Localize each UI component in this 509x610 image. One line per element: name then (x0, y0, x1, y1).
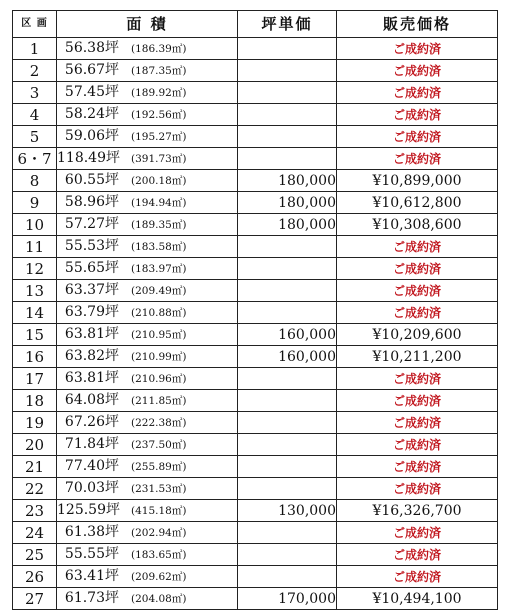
table-row (13, 588, 498, 610)
table-row (13, 412, 498, 434)
lot-number: 27 (13, 588, 57, 610)
sold-status: ご成約済 (337, 434, 498, 456)
area-tsubo: 71.84坪 (64, 436, 119, 452)
area-square-meters: (255.89㎡) (131, 461, 187, 473)
area-cell (57, 82, 238, 104)
area-square-meters: (186.39㎡) (131, 43, 187, 55)
area-tsubo: 63.41坪 (64, 568, 119, 584)
lot-number: 11 (13, 236, 57, 258)
unit-price (238, 60, 337, 82)
table-row (13, 192, 498, 214)
area-cell (57, 346, 238, 368)
sold-status: ご成約済 (337, 368, 498, 390)
area-tsubo: 63.82坪 (64, 348, 119, 364)
area-tsubo: 58.24坪 (64, 106, 119, 122)
unit-price (238, 434, 337, 456)
area-cell (57, 258, 238, 280)
area-square-meters: (415.18㎡) (131, 505, 187, 517)
area-tsubo: 77.40坪 (64, 458, 119, 474)
area-tsubo: 56.67坪 (64, 62, 119, 78)
unit-price: 160,000 (238, 324, 337, 346)
table-row (13, 170, 498, 192)
sale-price: ¥16,326,700 (337, 500, 498, 522)
unit-price (238, 302, 337, 324)
area-square-meters: (210.99㎡) (131, 351, 187, 363)
unit-price (238, 412, 337, 434)
price-list (12, 10, 498, 610)
table-row (13, 566, 498, 588)
table-row (13, 280, 498, 302)
area-cell (57, 126, 238, 148)
area-square-meters: (200.18㎡) (131, 175, 187, 187)
unit-price (238, 82, 337, 104)
lot-number: 25 (13, 544, 57, 566)
sold-status: ご成約済 (337, 236, 498, 258)
unit-price: 180,000 (238, 214, 337, 236)
table-row (13, 214, 498, 236)
sale-price: ¥10,612,800 (337, 192, 498, 214)
area-square-meters: (211.85㎡) (131, 395, 187, 407)
unit-price (238, 368, 337, 390)
sold-status: ご成約済 (337, 566, 498, 588)
area-cell (57, 324, 238, 346)
table-header-row (13, 11, 498, 38)
lot-number: 24 (13, 522, 57, 544)
unit-price (238, 126, 337, 148)
sale-price: ¥10,308,600 (337, 214, 498, 236)
unit-price (238, 104, 337, 126)
sold-status: ご成約済 (337, 148, 498, 170)
lot-number: 5 (13, 126, 57, 148)
area-tsubo: 63.37坪 (64, 282, 119, 298)
lot-number: 3 (13, 82, 57, 104)
area-tsubo: 56.38坪 (64, 40, 119, 56)
area-cell (57, 192, 238, 214)
area-cell (57, 148, 238, 170)
area-tsubo: 55.53坪 (64, 238, 119, 254)
unit-price: 160,000 (238, 346, 337, 368)
area-cell (57, 280, 238, 302)
sale-price: ¥10,494,100 (337, 588, 498, 610)
area-tsubo: 58.96坪 (64, 194, 119, 210)
sold-status: ご成約済 (337, 544, 498, 566)
area-square-meters: (237.50㎡) (131, 439, 187, 451)
area-cell (57, 236, 238, 258)
table-row (13, 104, 498, 126)
header-area: 面 積 (57, 11, 238, 38)
sold-status: ご成約済 (337, 280, 498, 302)
area-cell (57, 500, 238, 522)
area-cell (57, 566, 238, 588)
unit-price: 180,000 (238, 192, 337, 214)
area-tsubo: 55.65坪 (64, 260, 119, 276)
area-square-meters: (210.88㎡) (131, 307, 187, 319)
area-tsubo: 57.27坪 (64, 216, 119, 232)
unit-price (238, 478, 337, 500)
area-cell (57, 478, 238, 500)
area-square-meters: (189.35㎡) (131, 219, 187, 231)
table-body (13, 38, 498, 610)
unit-price (238, 258, 337, 280)
unit-price (238, 522, 337, 544)
lot-number: 14 (13, 302, 57, 324)
area-cell (57, 456, 238, 478)
sold-status: ご成約済 (337, 456, 498, 478)
sold-status: ご成約済 (337, 126, 498, 148)
area-square-meters: (195.27㎡) (131, 131, 187, 143)
area-tsubo: 64.08坪 (64, 392, 119, 408)
area-tsubo: 125.59坪 (57, 502, 120, 518)
table-row (13, 38, 498, 60)
lot-number: 2 (13, 60, 57, 82)
table-row (13, 434, 498, 456)
area-cell (57, 390, 238, 412)
area-square-meters: (204.08㎡) (131, 593, 187, 605)
area-cell (57, 434, 238, 456)
sold-status: ご成約済 (337, 522, 498, 544)
lot-number: 18 (13, 390, 57, 412)
sale-price: ¥10,899,000 (337, 170, 498, 192)
area-cell (57, 60, 238, 82)
table-row (13, 60, 498, 82)
lot-number: 13 (13, 280, 57, 302)
lot-number: 21 (13, 456, 57, 478)
area-square-meters: (192.56㎡) (131, 109, 187, 121)
unit-price (238, 566, 337, 588)
area-square-meters: (194.94㎡) (131, 197, 187, 209)
lot-number: 23 (13, 500, 57, 522)
sold-status: ご成約済 (337, 390, 498, 412)
area-tsubo: 67.26坪 (64, 414, 119, 430)
area-tsubo: 70.03坪 (64, 480, 119, 496)
header-unit-price: 坪単価 (238, 11, 337, 38)
header-lot: 区 画 (13, 11, 57, 38)
area-square-meters: (183.58㎡) (131, 241, 187, 253)
area-square-meters: (210.95㎡) (131, 329, 187, 341)
area-cell (57, 544, 238, 566)
area-square-meters: (189.92㎡) (131, 87, 187, 99)
table-row (13, 148, 498, 170)
sold-status: ご成約済 (337, 38, 498, 60)
lot-number: 9 (13, 192, 57, 214)
area-tsubo: 60.55坪 (64, 172, 119, 188)
table-row (13, 368, 498, 390)
table-row (13, 478, 498, 500)
area-cell (57, 214, 238, 236)
unit-price (238, 390, 337, 412)
unit-price (238, 38, 337, 60)
sold-status: ご成約済 (337, 258, 498, 280)
lot-number: 19 (13, 412, 57, 434)
area-tsubo: 61.38坪 (64, 524, 119, 540)
area-tsubo: 61.73坪 (64, 590, 119, 606)
table-row (13, 302, 498, 324)
table-row (13, 390, 498, 412)
area-cell (57, 302, 238, 324)
lot-number: 1 (13, 38, 57, 60)
area-square-meters: (209.62㎡) (131, 571, 187, 583)
area-tsubo: 63.79坪 (64, 304, 119, 320)
table-row (13, 126, 498, 148)
lot-number: 16 (13, 346, 57, 368)
sold-status: ご成約済 (337, 478, 498, 500)
table-row (13, 500, 498, 522)
unit-price: 170,000 (238, 588, 337, 610)
area-cell (57, 588, 238, 610)
unit-price (238, 456, 337, 478)
unit-price (238, 544, 337, 566)
table-row (13, 324, 498, 346)
unit-price: 130,000 (238, 500, 337, 522)
lot-number: 26 (13, 566, 57, 588)
area-tsubo: 55.55坪 (64, 546, 119, 562)
unit-price (238, 280, 337, 302)
area-tsubo: 118.49坪 (57, 150, 120, 166)
sale-price: ¥10,211,200 (337, 346, 498, 368)
area-square-meters: (210.96㎡) (131, 373, 187, 385)
lot-number: 10 (13, 214, 57, 236)
table-row (13, 82, 498, 104)
area-cell (57, 104, 238, 126)
sale-price: ¥10,209,600 (337, 324, 498, 346)
area-square-meters: (183.97㎡) (131, 263, 187, 275)
table-row (13, 544, 498, 566)
area-tsubo: 59.06坪 (64, 128, 119, 144)
unit-price (238, 236, 337, 258)
area-square-meters: (391.73㎡) (131, 153, 187, 165)
lot-number: 15 (13, 324, 57, 346)
lot-number: 17 (13, 368, 57, 390)
area-square-meters: (202.94㎡) (131, 527, 187, 539)
area-square-meters: (209.49㎡) (131, 285, 187, 297)
lot-number: 6・7 (13, 148, 57, 170)
header-sale-price: 販売価格 (337, 11, 498, 38)
lot-number: 20 (13, 434, 57, 456)
lot-number: 12 (13, 258, 57, 280)
unit-price (238, 148, 337, 170)
area-cell (57, 522, 238, 544)
unit-price: 180,000 (238, 170, 337, 192)
area-tsubo: 63.81坪 (64, 370, 119, 386)
table-row (13, 522, 498, 544)
area-tsubo: 63.81坪 (64, 326, 119, 342)
area-cell (57, 368, 238, 390)
table-row (13, 346, 498, 368)
sold-status: ご成約済 (337, 412, 498, 434)
area-square-meters: (187.35㎡) (131, 65, 187, 77)
table-row (13, 258, 498, 280)
area-cell (57, 38, 238, 60)
sold-status: ご成約済 (337, 302, 498, 324)
sold-status: ご成約済 (337, 60, 498, 82)
table-row (13, 456, 498, 478)
lot-number: 8 (13, 170, 57, 192)
sold-status: ご成約済 (337, 82, 498, 104)
area-square-meters: (231.53㎡) (131, 483, 187, 495)
table-row (13, 236, 498, 258)
area-square-meters: (183.65㎡) (131, 549, 187, 561)
lot-number: 4 (13, 104, 57, 126)
area-tsubo: 57.45坪 (64, 84, 119, 100)
area-square-meters: (222.38㎡) (131, 417, 187, 429)
sold-status: ご成約済 (337, 104, 498, 126)
area-cell (57, 412, 238, 434)
lot-number: 22 (13, 478, 57, 500)
lot-price-table (12, 10, 498, 610)
area-cell (57, 170, 238, 192)
